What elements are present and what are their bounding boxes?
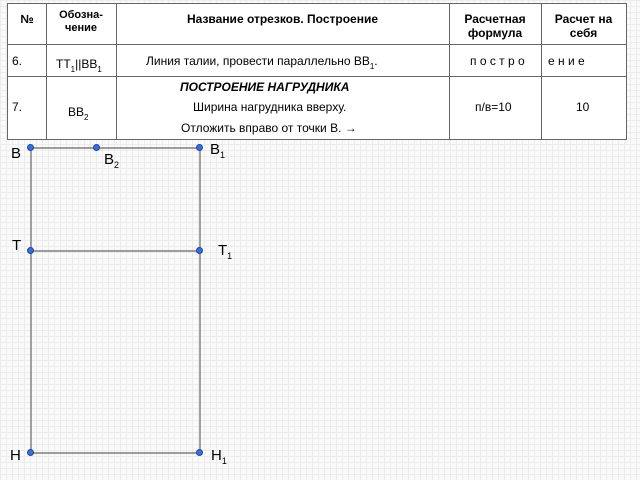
point-T [27,247,34,254]
label-B1-sub: 1 [220,150,226,160]
row7-name-line1: Ширина нагрудника вверху. [193,100,347,114]
label-H1 [211,448,227,465]
label-B [11,146,21,162]
row6-designation-mid: ||ВВ [75,57,98,71]
row6-name-text: Линия талии, провести параллельно ВВ [146,54,370,68]
label-B2-sub: 2 [114,160,120,170]
row6-num: 6. [12,54,23,68]
label-B-main: В [11,145,22,162]
header-self-line2: себя [569,26,598,40]
label-T-main: Т [12,237,22,254]
header-num: № [20,12,34,26]
row7-formula: п/в=10 [475,100,512,114]
point-B [27,144,34,151]
label-B2 [104,152,119,169]
row6-designation-sub2: 1 [97,65,102,74]
row7-name-line2: Отложить вправо от точки В. → [181,121,357,135]
row7-designation-sub: 2 [84,113,89,122]
point-B2 [93,144,100,151]
header-designation-line1: Обозна- [59,9,103,21]
header-designation-line2: чение [64,22,98,34]
point-B1 [196,144,203,151]
label-H [10,448,21,464]
row7-self: 10 [576,100,590,114]
row7-section-title: ПОСТРОЕНИЕ НАГРУДНИКА [180,80,350,94]
header-name: Название отрезков. Построение [186,12,379,26]
label-T1-sub: 1 [227,251,233,261]
header-formula-line2: формула [467,26,523,40]
label-B1 [210,142,225,159]
row6-name-end: . [374,54,378,68]
label-H-main: Н [10,447,21,464]
row6-formula: п о с т р о [470,54,525,68]
label-T1-main: Т [218,242,228,259]
row6-name-sub: 1 [369,62,375,71]
label-H1-main: Н [211,447,222,464]
header-formula-line1: Расчетная [464,12,526,26]
row6-designation-sub1: 1 [70,65,76,74]
label-B1-main: В [210,141,221,158]
row6-designation-main: ТТ [56,57,71,71]
point-H [27,449,34,456]
header-self-line1: Расчет на [554,12,613,26]
point-H1 [196,449,203,456]
row6-self: е н и е [548,54,585,68]
label-H1-sub: 1 [221,456,227,466]
point-T1 [196,247,203,254]
row7-num: 7. [12,100,23,114]
label-T [12,238,21,254]
label-T1 [218,243,232,260]
row7-designation-main: ВВ [68,105,85,119]
label-B2-main: В [104,151,115,168]
